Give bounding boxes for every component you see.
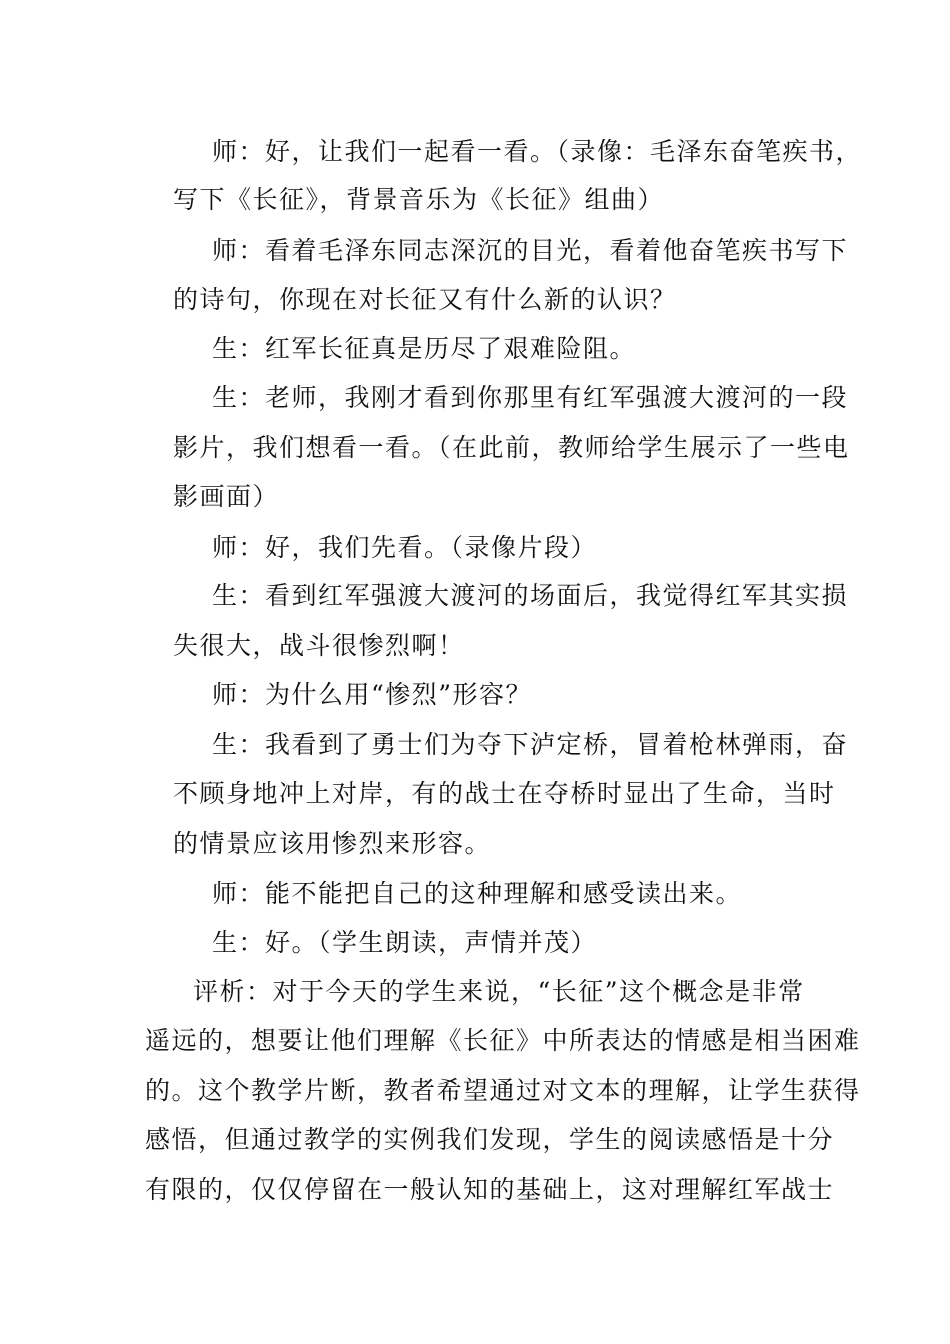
commentary-line: 遥远的，想要让他们理解《长征》中所表达的情感是相当困难: [145, 1026, 861, 1055]
dialogue-line: 生：红军长征真是历尽了艰难险阻。: [212, 334, 637, 363]
dialogue-line: 师：好，我们先看。（录像片段）: [212, 533, 598, 562]
dialogue-line: 写下《长征》，背景音乐为《长征》组曲）: [173, 185, 665, 214]
dialogue-line: 生：我看到了勇士们为夺下泸定桥，冒着枪林弹雨，奋: [212, 730, 849, 759]
dialogue-line: 师：能不能把自己的这种理解和感受读出来。: [212, 879, 743, 908]
dialogue-line: 生：老师，我刚才看到你那里有红军强渡大渡河的一段: [212, 383, 849, 412]
dialogue-line: 的情景应该用惨烈来形容。: [173, 829, 492, 858]
commentary-line: 感悟，但通过教学的实例我们发现，学生的阅读感悟是十分: [145, 1125, 835, 1154]
commentary-line: 有限的，仅仅停留在一般认知的基础上，这对理解红军战士: [145, 1175, 835, 1204]
dialogue-line: 失很大，战斗很惨烈啊！: [173, 631, 465, 660]
dialogue-line: 师：好，让我们一起看一看。（录像：毛泽东奋笔疾书，: [212, 137, 863, 166]
dialogue-line: 师：看着毛泽东同志深沉的目光，看着他奋笔疾书写下: [212, 236, 849, 265]
dialogue-line: 师：为什么用“惨烈”形容？: [212, 680, 533, 709]
dialogue-line: 生：看到红军强渡大渡河的场面后，我觉得红军其实损: [212, 581, 849, 610]
dialogue-line: 的诗句，你现在对长征又有什么新的认识？: [173, 285, 677, 314]
dialogue-line: 影片，我们想看一看。（在此前，教师给学生展示了一些电: [173, 433, 850, 462]
dialogue-line: 不顾身地冲上对岸，有的战士在夺桥时显出了生命，当时: [173, 779, 836, 808]
commentary-line: 评析：对于今天的学生来说，“长征”这个概念是非常: [193, 977, 805, 1006]
dialogue-line: 影画面）: [173, 482, 280, 511]
dialogue-line: 生：好。（学生朗读，声情并茂）: [212, 928, 598, 957]
commentary-line: 的。这个教学片断，教者希望通过对文本的理解，让学生获得: [145, 1076, 861, 1105]
